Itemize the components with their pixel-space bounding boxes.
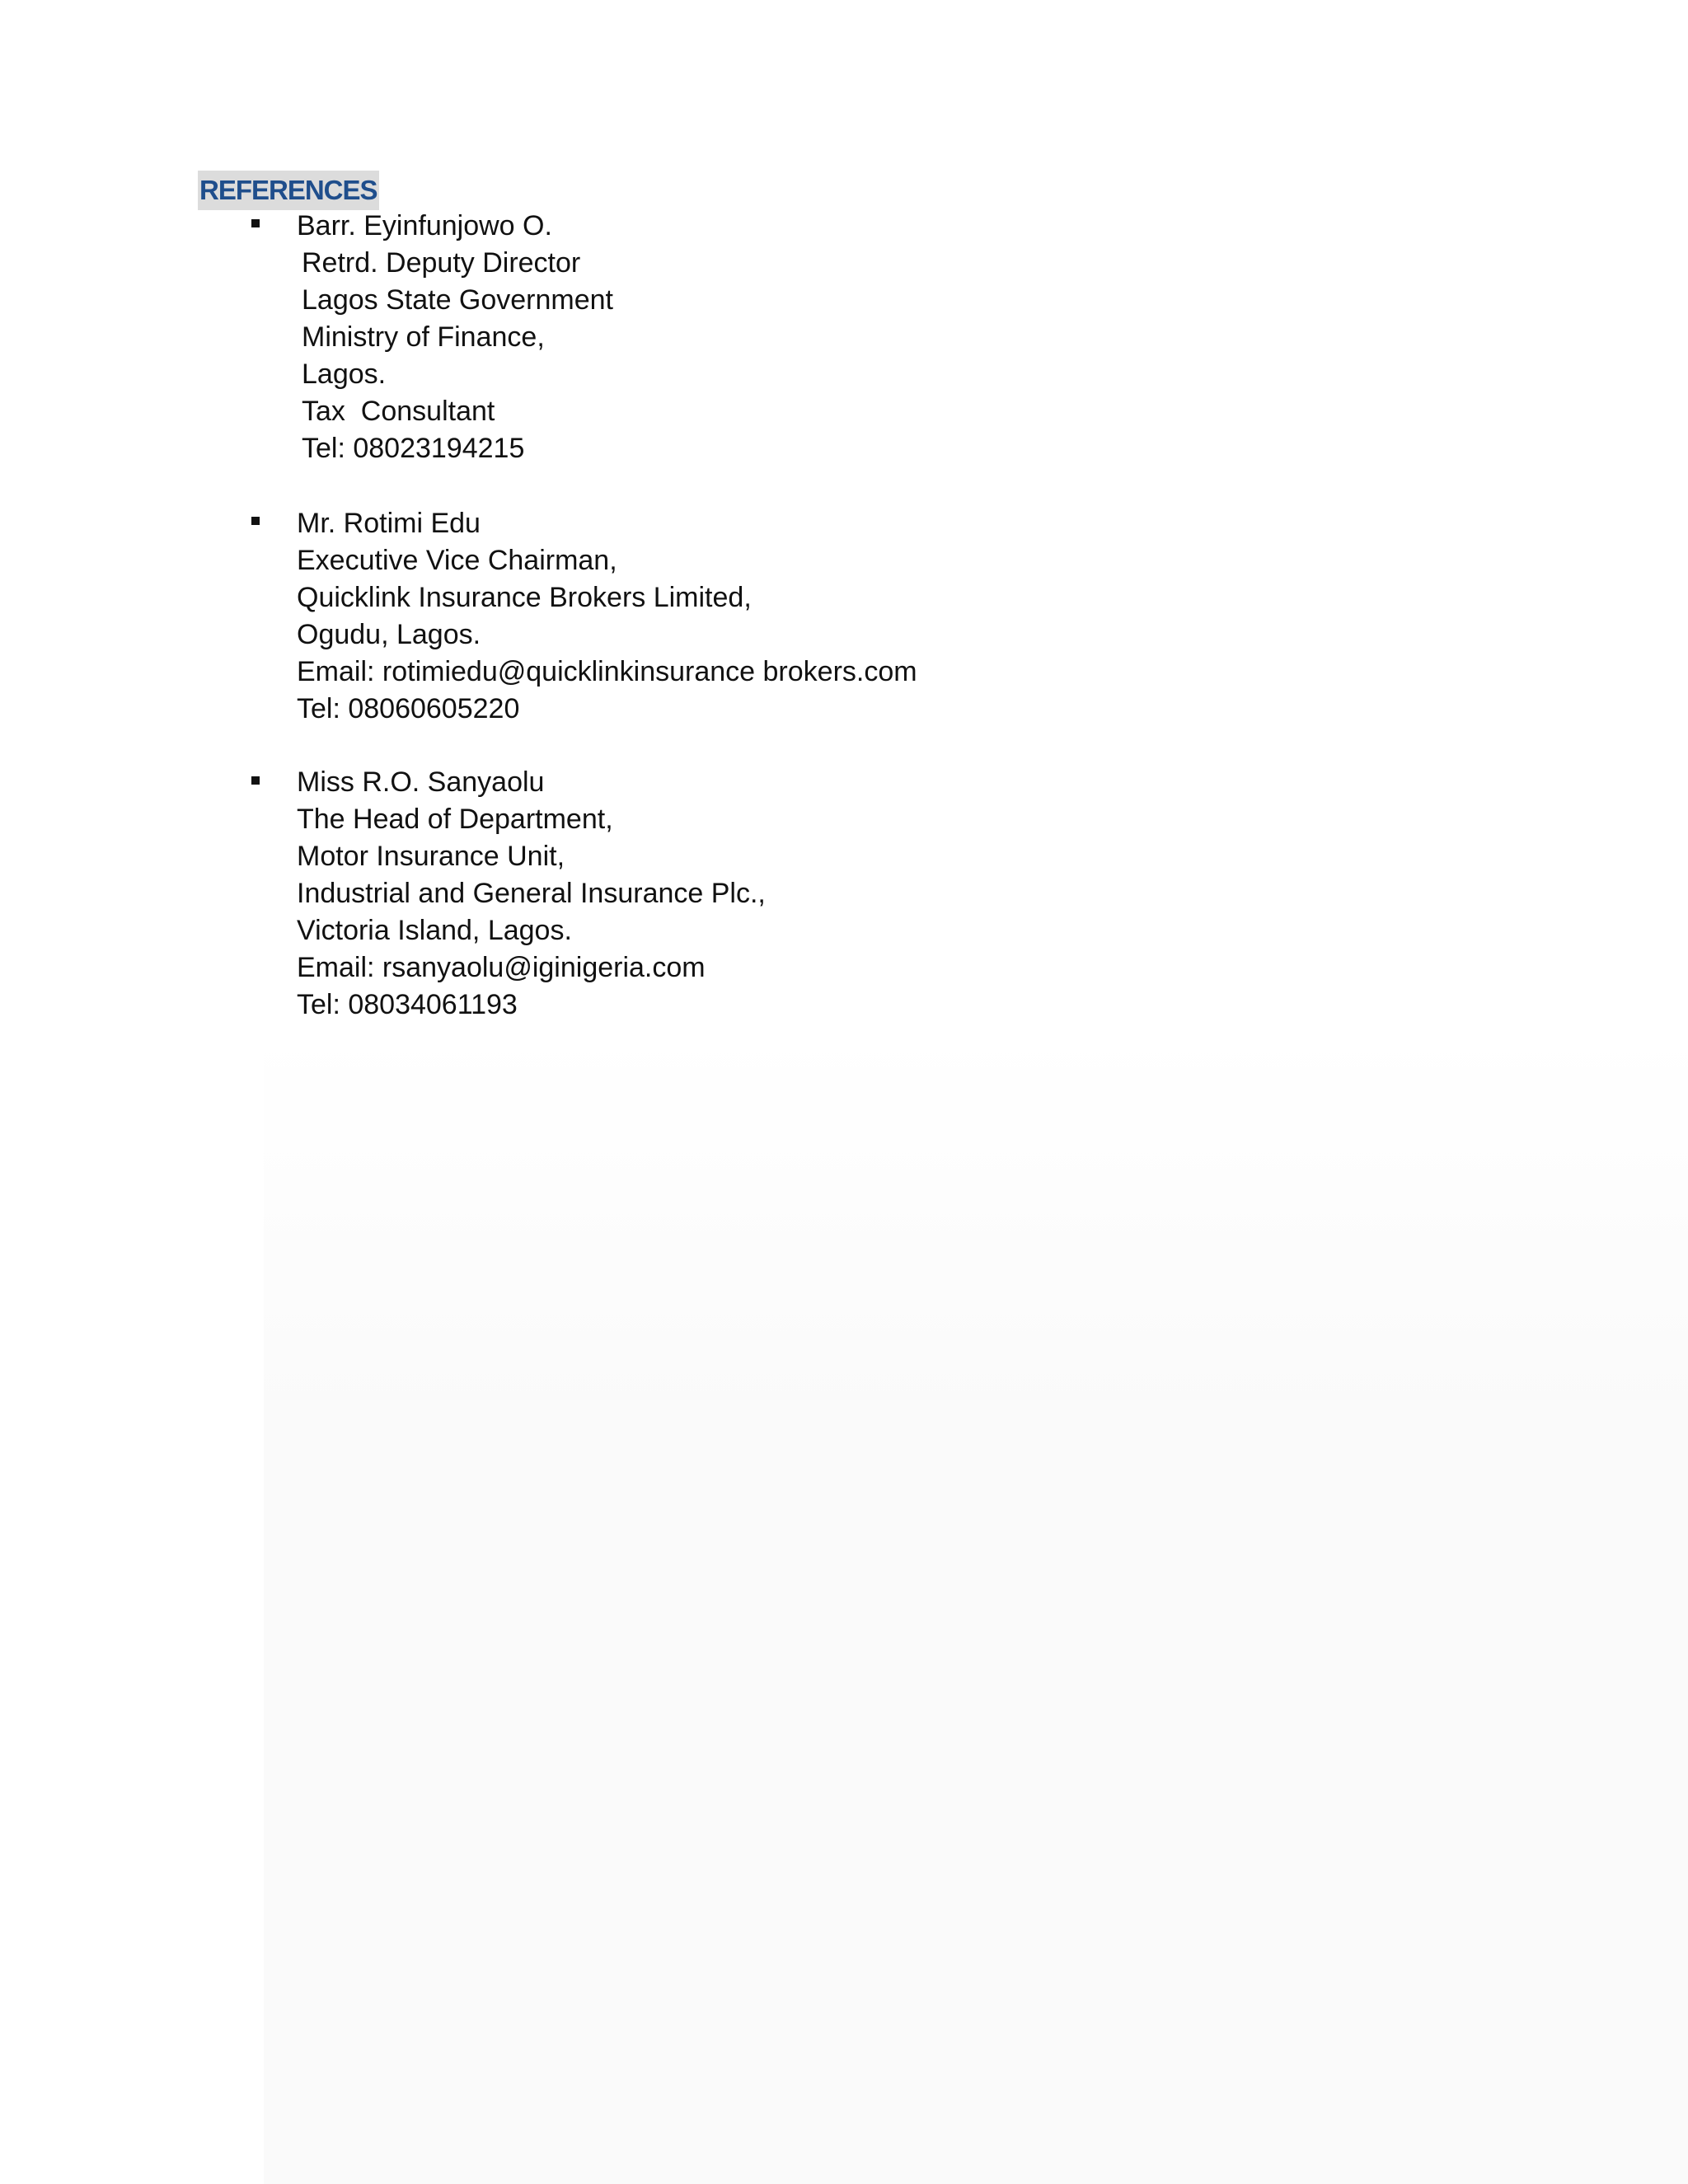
- reference-lines: [297, 505, 917, 728]
- reference-email: Email: rsanyaolu@iginigeria.com: [297, 952, 706, 983]
- reference-location: Lagos.: [302, 359, 387, 390]
- reference-lines: [297, 764, 766, 1024]
- reference-role: Tax Consultant: [302, 396, 495, 427]
- reference-name: Mr. Rotimi Edu: [297, 508, 481, 539]
- reference-title: Executive Vice Chairman,: [297, 545, 617, 576]
- reference-organization: Lagos State Government: [302, 284, 614, 316]
- section-heading-references: REFERENCES: [198, 171, 379, 210]
- reference-department: Ministry of Finance,: [302, 321, 545, 353]
- reference-email: Email: rotimiedu@quicklinkinsurance brokers.com: [297, 656, 917, 687]
- reference-phone: Tel: 08023194215: [302, 433, 525, 464]
- reference-organization: Industrial and General Insurance Plc.,: [297, 878, 766, 909]
- reference-unit: Motor Insurance Unit,: [297, 841, 565, 872]
- reference-name: Barr. Eyinfunjowo O.: [297, 210, 552, 241]
- bullet-icon: [251, 219, 260, 227]
- reference-title: The Head of Department,: [297, 804, 613, 835]
- page-shade: [264, 1030, 1688, 2184]
- reference-location: Ogudu, Lagos.: [297, 619, 481, 650]
- reference-lines: [297, 208, 613, 467]
- reference-name: Miss R.O. Sanyaolu: [297, 766, 545, 798]
- reference-phone: Tel: 08034061193: [297, 989, 518, 1020]
- reference-organization: Quicklink Insurance Brokers Limited,: [297, 582, 752, 613]
- reference-title: Retrd. Deputy Director: [302, 247, 581, 279]
- bullet-icon: [251, 776, 260, 785]
- reference-phone: Tel: 08060605220: [297, 693, 520, 724]
- bullet-icon: [251, 517, 260, 525]
- reference-location: Victoria Island, Lagos.: [297, 915, 572, 946]
